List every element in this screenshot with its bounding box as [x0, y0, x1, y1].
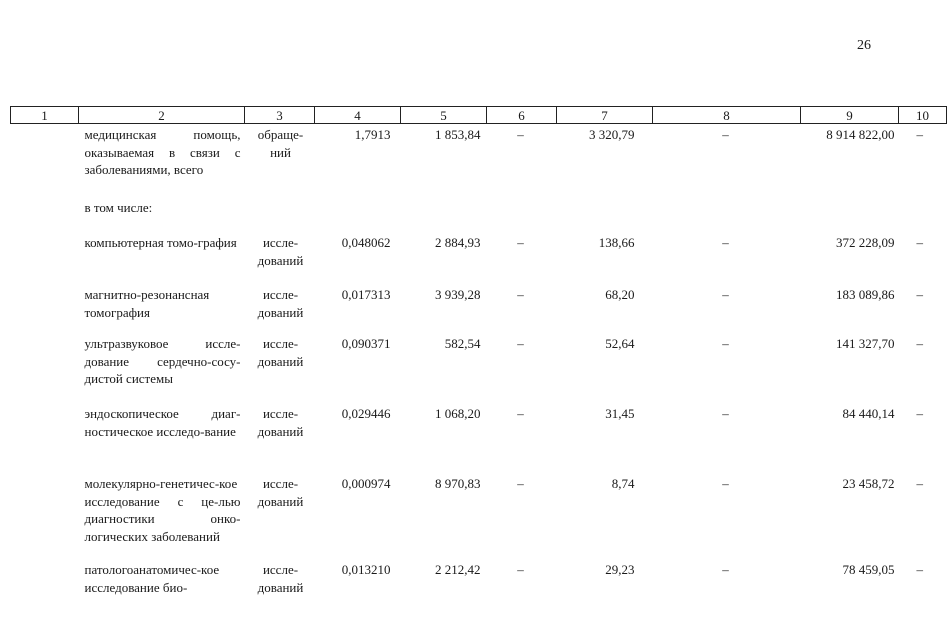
cell-col6: – — [517, 287, 524, 302]
cell-col5 — [401, 199, 487, 234]
row-unit: иссле-дований — [257, 476, 304, 509]
row-name: патологоанатомичес-кое исследование био- — [84, 562, 220, 595]
cell-col6 — [487, 199, 557, 234]
cell-col4: 0,017313 — [341, 287, 391, 302]
cell-col5: 2 884,93 — [435, 235, 481, 250]
column-header: 9 — [801, 107, 899, 124]
row-unit: иссле-дований — [257, 235, 304, 268]
row-unit: иссле-дований — [257, 336, 304, 369]
row-name: компьютерная томо-графия — [84, 235, 237, 250]
table-row — [11, 124, 947, 200]
cell-col7: 3 320,79 — [589, 127, 635, 142]
row-name: ультразвуковое иссле-дование сердечно-сосу-дистой системы — [84, 336, 241, 386]
row-unit: иссле-дований — [257, 406, 304, 439]
table-row — [11, 405, 947, 475]
row-unit: обраще-ний — [257, 127, 304, 160]
table-row — [11, 234, 947, 286]
cell-col6: – — [517, 235, 524, 250]
column-header: 1 — [11, 107, 79, 124]
cell-col8: – — [722, 287, 729, 302]
cell-col9: 8 914 822,00 — [826, 127, 895, 142]
cell-col7: 29,23 — [605, 562, 635, 577]
column-header: 7 — [557, 107, 653, 124]
cell-col6: – — [517, 562, 524, 577]
column-header: 5 — [401, 107, 487, 124]
cell-col8: – — [722, 235, 729, 250]
cell-col9: 183 089,86 — [836, 287, 895, 302]
row-name: эндоскопическое диаг-ностическое исследо-вание — [84, 406, 241, 439]
cell-col10: – — [916, 336, 923, 351]
cell-col7: 8,74 — [611, 476, 635, 491]
cell-col7: 138,66 — [598, 235, 635, 250]
table-row — [11, 286, 947, 335]
table-header-row — [11, 107, 947, 124]
table-row — [11, 475, 947, 561]
cell-col10: – — [916, 406, 923, 421]
cell-col7: 52,64 — [605, 336, 635, 351]
cell-col5: 1 853,84 — [435, 127, 481, 142]
cell-col6: – — [517, 127, 524, 142]
column-header: 3 — [245, 107, 315, 124]
row-name: медицинская помощь, оказываемая в связи с заболеваниями, всего — [84, 127, 241, 177]
cell-col7 — [557, 199, 653, 234]
cell-col9: 84 440,14 — [842, 406, 895, 421]
column-header: 8 — [653, 107, 801, 124]
cell-col8: – — [722, 476, 729, 491]
cell-col6: – — [517, 406, 524, 421]
cell-col9: 78 459,05 — [842, 562, 895, 577]
cell-col4: 0,048062 — [341, 235, 391, 250]
cell-col5: 2 212,42 — [435, 562, 481, 577]
cell-col4 — [315, 199, 401, 234]
cell-col10 — [899, 199, 947, 234]
cell-col10: – — [916, 235, 923, 250]
cell-col5: 3 939,28 — [435, 287, 481, 302]
cell-col9: 372 228,09 — [836, 235, 895, 250]
cell-col5: 8 970,83 — [435, 476, 481, 491]
row-name: в том числе: — [84, 200, 153, 215]
column-header: 2 — [79, 107, 245, 124]
cell-col4: 0,000974 — [341, 476, 391, 491]
cell-col7: 31,45 — [605, 406, 635, 421]
row-unit: иссле-дований — [257, 562, 304, 595]
cell-col4: 0,029446 — [341, 406, 391, 421]
cell-col9: 141 327,70 — [836, 336, 895, 351]
cell-col10: – — [916, 562, 923, 577]
data-table — [10, 106, 947, 606]
table-row — [11, 199, 947, 234]
cell-col5: 582,54 — [444, 336, 481, 351]
cell-col8 — [653, 199, 801, 234]
page-number: 26 — [857, 38, 871, 53]
cell-col4: 0,013210 — [341, 562, 391, 577]
cell-col9 — [801, 199, 899, 234]
row-unit — [245, 199, 315, 234]
column-header: 4 — [315, 107, 401, 124]
column-header: 10 — [899, 107, 947, 124]
cell-col7: 68,20 — [605, 287, 635, 302]
cell-col8: – — [722, 562, 729, 577]
cell-col4: 0,090371 — [341, 336, 391, 351]
table-row — [11, 335, 947, 405]
cell-col8: – — [722, 336, 729, 351]
cell-col6: – — [517, 476, 524, 491]
cell-col5: 1 068,20 — [435, 406, 481, 421]
cell-col10: – — [916, 476, 923, 491]
table-row — [11, 561, 947, 606]
cell-col8: – — [722, 406, 729, 421]
column-header: 6 — [487, 107, 557, 124]
cell-col6: – — [517, 336, 524, 351]
cell-col4: 1,7913 — [354, 127, 391, 142]
row-unit: иссле-дований — [257, 287, 304, 320]
cell-col10: – — [916, 127, 923, 142]
cell-col8: – — [722, 127, 729, 142]
cell-col9: 23 458,72 — [842, 476, 895, 491]
row-name: магнитно-резонансная томография — [84, 287, 210, 320]
cell-col10: – — [916, 287, 923, 302]
row-name: молекулярно-генетичес-кое исследование с це-лью диагностики онко-логических заболеваний — [84, 476, 241, 544]
